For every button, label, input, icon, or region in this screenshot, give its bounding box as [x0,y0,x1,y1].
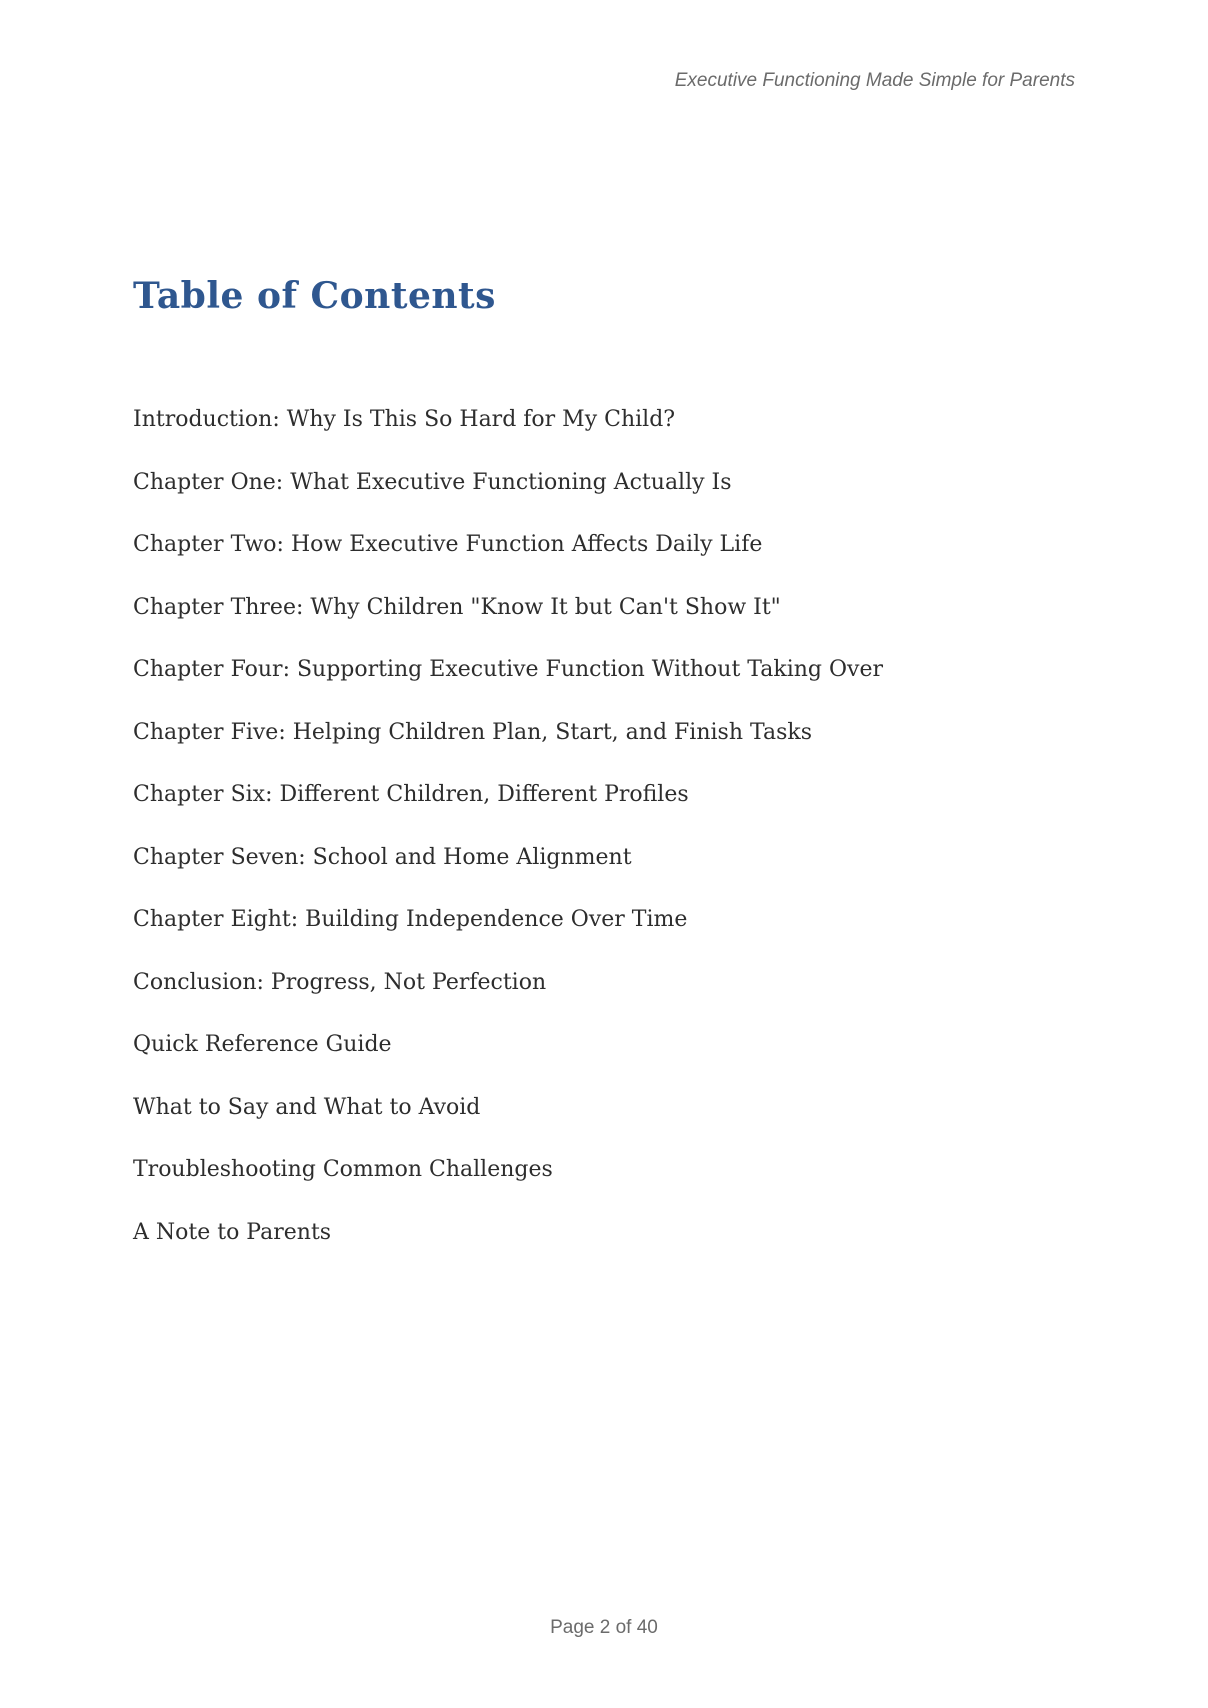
toc-entry: What to Say and What to Avoid [133,1094,481,1120]
toc-entry: Chapter Six: Different Children, Different Profiles [133,782,689,807]
toc-entry: Chapter Two: How Executive Function Affects Daily Life [133,532,763,557]
toc-entry: Quick Reference Guide [133,1032,392,1057]
running-header: Executive Functioning Made Simple for Parents [674,70,1075,91]
toc-entry: Chapter Seven: School and Home Alignment [133,844,632,870]
toc-entry: Conclusion: Progress, Not Perfection [133,969,547,995]
page-title: Table of Contents [133,275,496,317]
toc-entry: A Note to Parents [133,1219,332,1245]
toc-entry: Introduction: Why Is This So Hard for My Child? [133,407,676,432]
toc-entry: Chapter One: What Executive Functioning Actually Is [133,469,732,495]
toc-list [133,389,1098,1264]
toc-entry: Chapter Five: Helping Children Plan, Start, and Finish Tasks [133,719,812,745]
toc-entry: Chapter Eight: Building Independence Over Time [133,907,688,932]
toc-entry: Chapter Four: Supporting Executive Function Without Taking Over [133,657,883,682]
toc-entry: Troubleshooting Common Challenges [133,1157,553,1182]
page-number: Page 2 of 40 [550,1617,658,1638]
toc-entry: Chapter Three: Why Children "Know It but Can't Show It" [133,594,781,620]
